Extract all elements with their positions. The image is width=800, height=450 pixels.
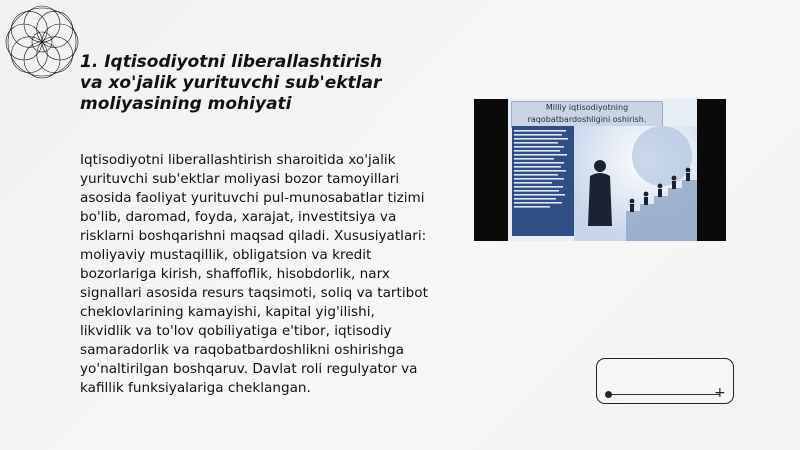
body-paragraph: Iqtisodiyotni liberallashtirish sharoitida xo'jalik yurituvchi sub'ektlar moliyasi bozor tamoyillari asosida faoliyat yurituvchi pul-munosabatlar tizimi bo'lib, daromad, foyda, xarajat, investitsiya va risklarni boshqarishni maqsad qiladi. Xususiyatlari: moliyaviy mustaqillik, obligatsion va kredit bozorlariga kirish, shaffoflik, hisobdorlik, narx signallari asosida resurs taqsimoti, soliq va tartibot cheklovlarining kamayishi, kapital yig'ilishi, likvidlik va to'lov qobiliyatiga e'tibor, iqtisodiy samaradorlik va raqobatbardoshlikni oshirishga yo'naltirilgan boshqaruv. Davlat roli regulyator va kafillik funksiyalariga cheklangan. [80,152,428,396]
slide-caption-block [512,126,574,236]
slide-heading-line1: Milliy iqtisodiyotning [545,103,629,112]
slider-widget[interactable] [596,358,734,404]
slide-heading [511,101,663,129]
plus-icon[interactable]: + [714,385,726,401]
slide-heading-line2: raqobatbardoshligini oshirish. [527,115,647,124]
slider-handle[interactable] [605,391,612,398]
business-people-illustration [574,126,697,241]
caption-text-lines [514,128,572,232]
embedded-slide-image [474,99,726,241]
slide-content [508,99,697,241]
spirograph-logo [0,0,84,84]
slider-track [608,394,720,395]
slide-title: 1. Iqtisodiyotni liberallashtirish va xo'jalik yurituvchi sub'ektlar moliyasining mohiyati [80,52,383,114]
